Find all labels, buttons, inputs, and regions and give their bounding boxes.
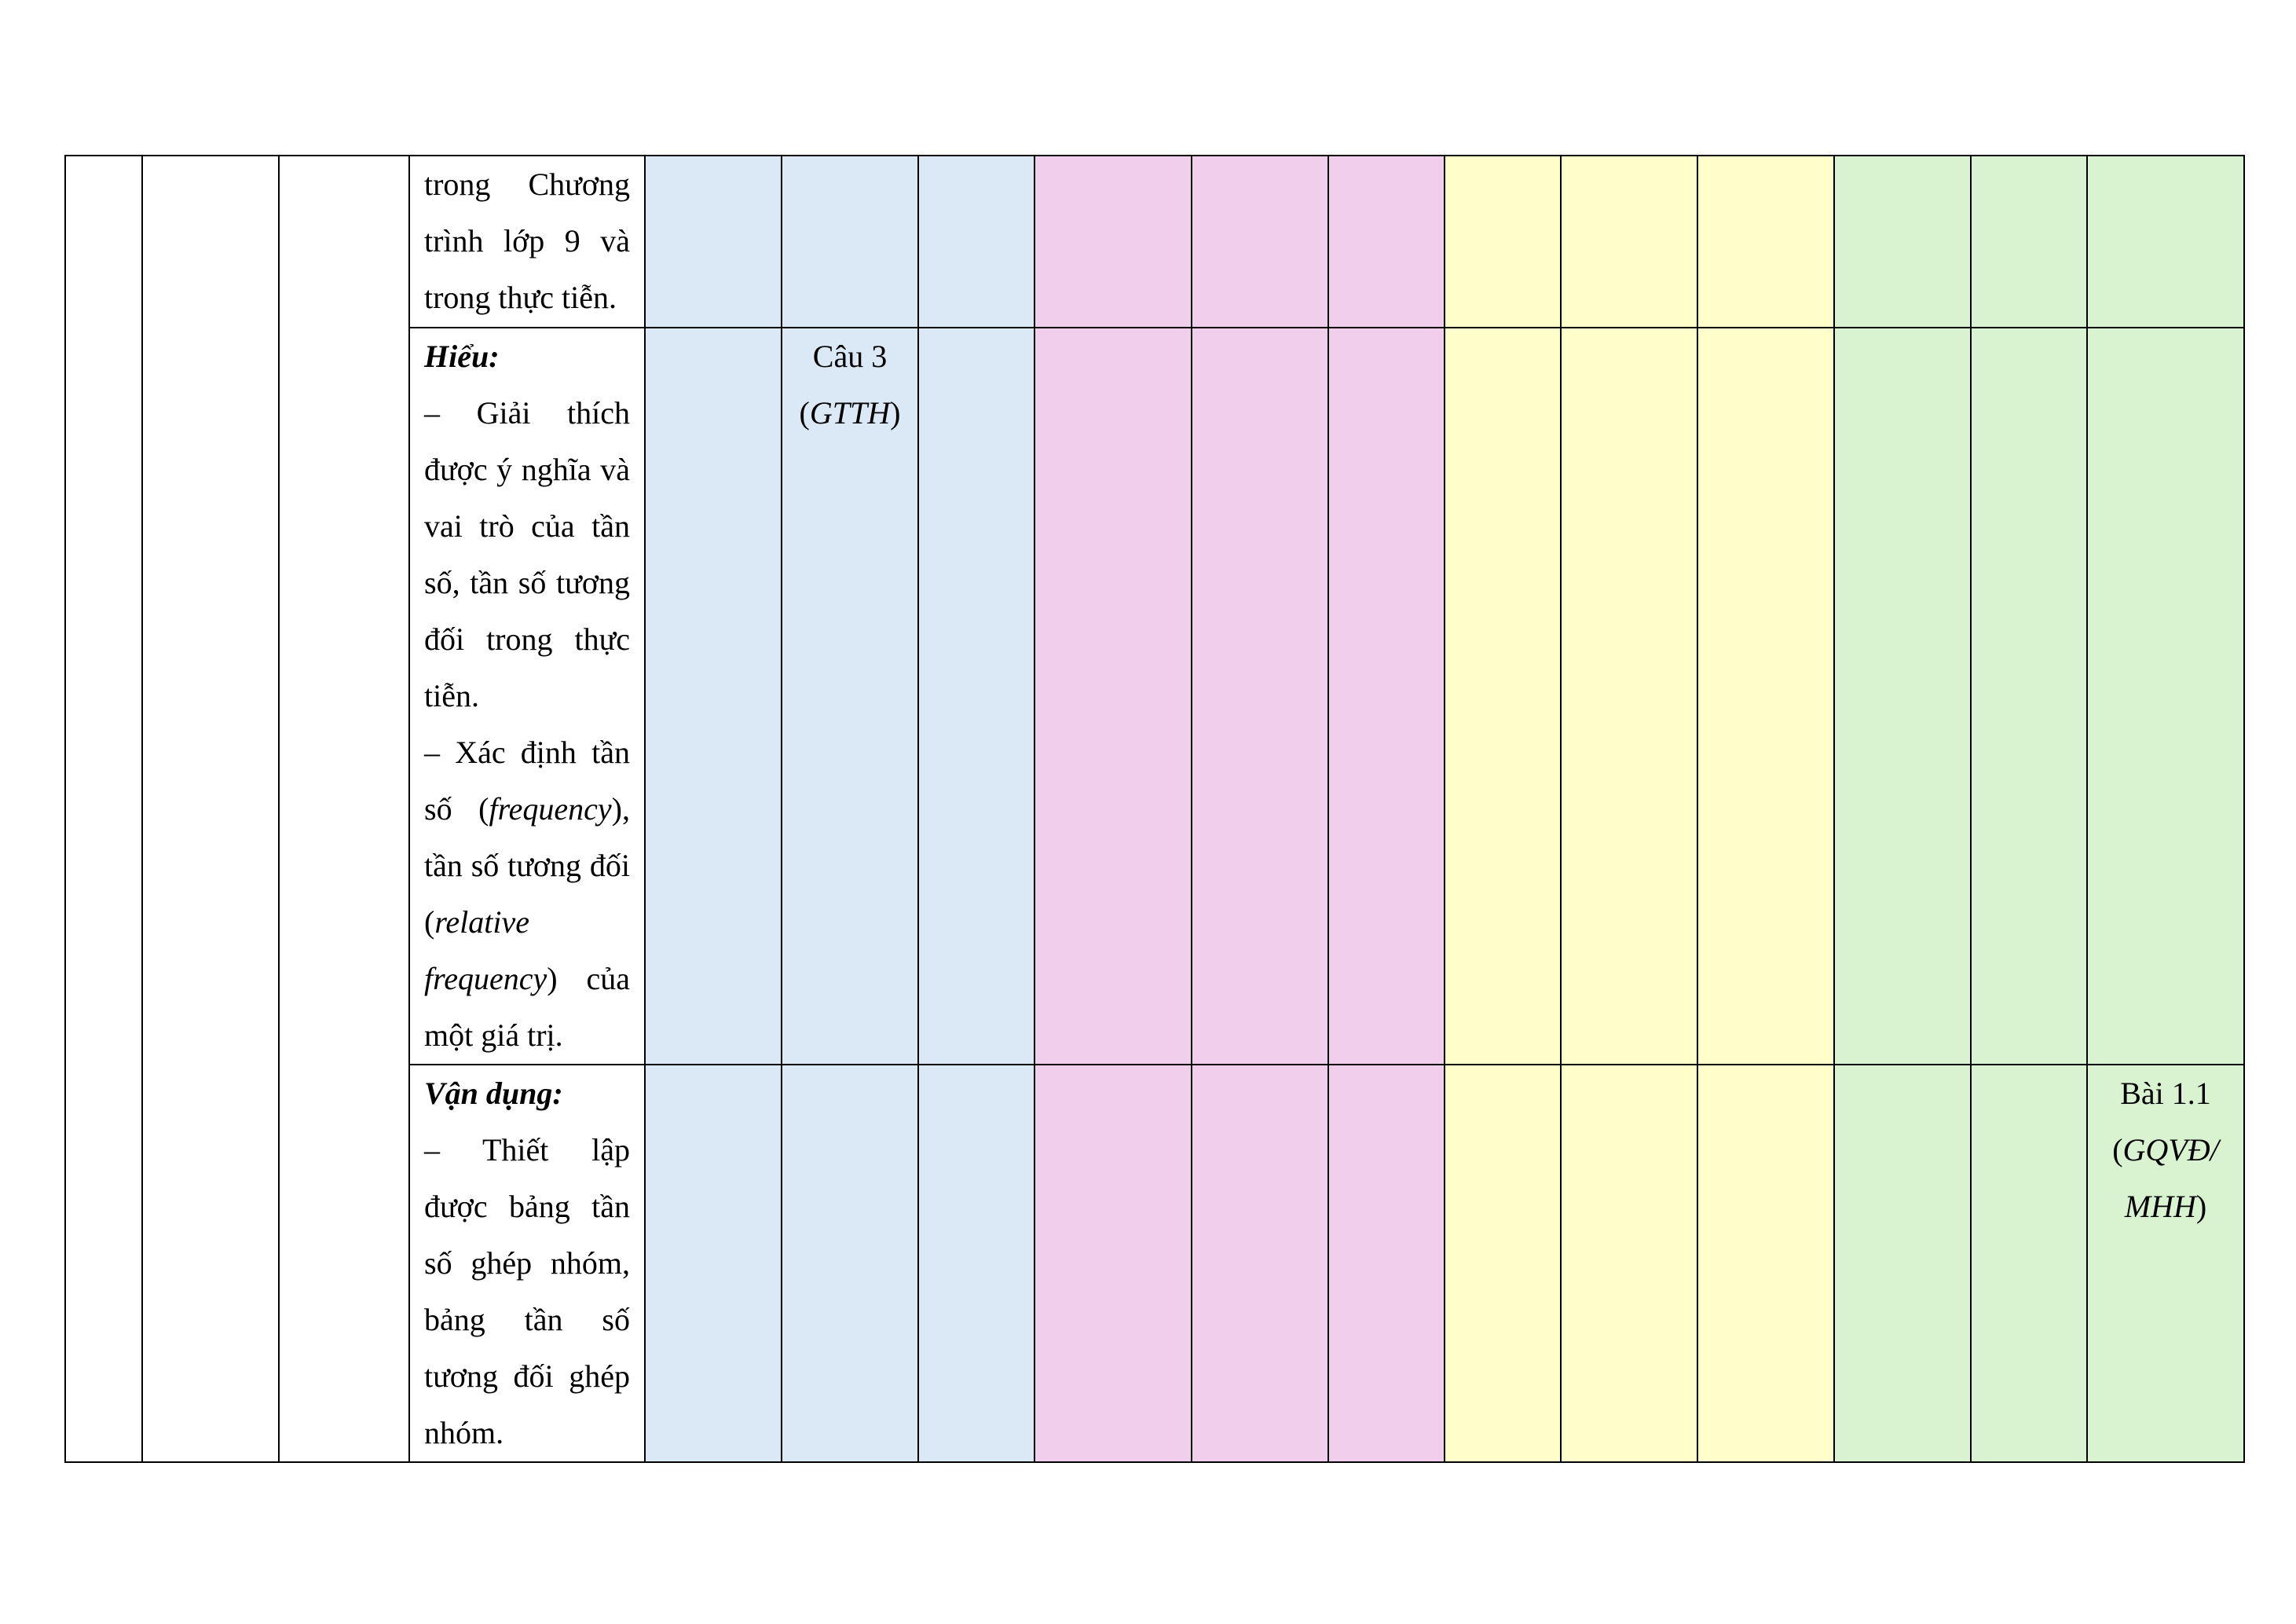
empty-cell <box>65 156 142 1462</box>
requirement-cell <box>409 1065 645 1462</box>
blue-cell <box>782 1065 918 1462</box>
pink-cell <box>1328 1065 1445 1462</box>
empty-cell <box>279 156 409 1462</box>
blue-cell <box>918 1065 1034 1462</box>
blue-cell <box>645 1065 782 1462</box>
yellow-cell <box>1445 328 1561 1065</box>
exercise-cell <box>2087 1065 2244 1462</box>
green-cell <box>1834 1065 1971 1462</box>
yellow-cell <box>1445 1065 1561 1462</box>
exercise-code: MHH) <box>2124 1189 2207 1224</box>
requirement-text: – Giải thích được ý nghĩa và vai trò của tần số, tần số tương đối trong thực tiễn. <box>424 395 630 713</box>
blue-cell <box>645 328 782 1065</box>
question-cell <box>782 328 918 1065</box>
requirement-cell <box>409 156 645 328</box>
yellow-cell <box>1697 328 1834 1065</box>
level-heading: Vận dụng: <box>424 1076 563 1111</box>
green-cell <box>1971 328 2087 1065</box>
blue-cell <box>645 156 782 328</box>
requirement-cell <box>409 328 645 1065</box>
empty-cell <box>142 156 279 1462</box>
exercise-code: (GQVĐ/ <box>2112 1132 2219 1168</box>
yellow-cell <box>1561 1065 1697 1462</box>
blue-cell <box>918 156 1034 328</box>
pink-cell <box>1034 156 1192 328</box>
assessment-matrix-table <box>64 155 2245 1463</box>
question-code: (GTTH) <box>799 395 901 431</box>
pink-cell <box>1034 328 1192 1065</box>
requirement-text: – Xác định tần số (frequency), tần số tương đối (relative frequency) của một giá trị. <box>424 735 630 1053</box>
yellow-cell <box>1561 328 1697 1065</box>
requirement-text: trong Chương trình lớp 9 và trong thực tiễn. <box>424 167 630 315</box>
green-cell <box>1971 1065 2087 1462</box>
pink-cell <box>1192 1065 1328 1462</box>
question-label: Câu 3 <box>812 339 888 374</box>
green-cell <box>1971 156 2087 328</box>
requirement-text: – Thiết lập được bảng tần số ghép nhóm, bảng tần số tương đối ghép nhóm. <box>424 1132 630 1450</box>
blue-cell <box>918 328 1034 1065</box>
yellow-cell <box>1697 1065 1834 1462</box>
yellow-cell <box>1561 156 1697 328</box>
yellow-cell <box>1445 156 1561 328</box>
blue-cell <box>782 156 918 328</box>
pink-cell <box>1034 1065 1192 1462</box>
pink-cell <box>1328 156 1445 328</box>
pink-cell <box>1192 156 1328 328</box>
green-cell <box>2087 156 2244 328</box>
pink-cell <box>1192 328 1328 1065</box>
level-heading: Hiểu: <box>424 339 500 374</box>
green-cell <box>1834 156 1971 328</box>
pink-cell <box>1328 328 1445 1065</box>
exercise-label: Bài 1.1 <box>2120 1076 2211 1111</box>
table-row <box>65 156 2244 328</box>
yellow-cell <box>1697 156 1834 328</box>
green-cell <box>1834 328 1971 1065</box>
green-cell <box>2087 328 2244 1065</box>
